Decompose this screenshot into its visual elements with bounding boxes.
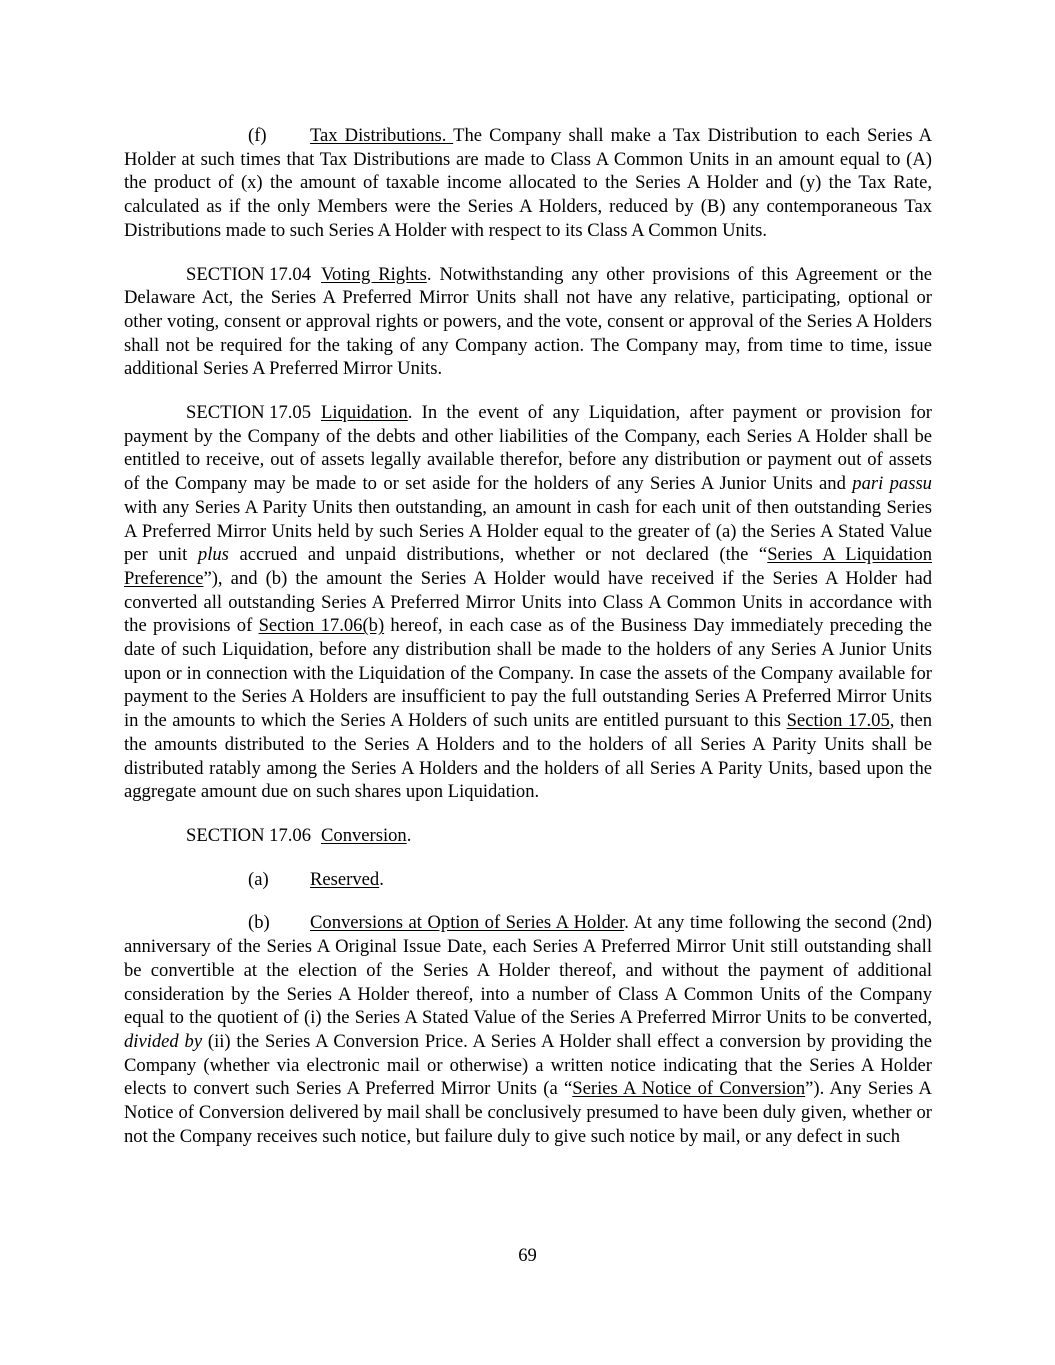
paragraph-heading: Conversions at Option of Series A Holder <box>310 912 625 934</box>
section-number: SECTION 17.04 <box>186 263 311 285</box>
paragraph-mark: (a) <box>248 868 269 890</box>
section-text: . Notwithstanding any other provisions of this Agreement or the Delaware Act, the Series A Preferred Mirror Units shall not have any relative, participating, optional or other voting, consent or approval rights or powers, and the vote, consent or approval of the Series A Holders shall not be required for the taking of any Company action. The Company may, from time to time, issue additional Series A Preferred Mirror Units. <box>124 263 932 380</box>
paragraph-mark: (f) <box>248 125 267 146</box>
section-heading: Conversion <box>321 824 407 846</box>
defined-term: Series A Liquidation Preference <box>124 544 933 589</box>
section-17-06-conversion <box>124 824 932 848</box>
italic-term: divided by <box>124 1030 203 1052</box>
section-text: accrued and unpaid distributions, whether or not declared (the “ <box>228 544 768 566</box>
section-text: . In the event of any Liquidation, after payment or provision for payment by the Company of the debts and other liabilities of the Company, each Series A Holder shall be entitled to receive, out of assets legally available therefor, before any distribution or payment out of assets of the Company may be made to or set aside for the holders of any Series A Junior Units and <box>124 402 932 495</box>
paragraph-heading: Reserved <box>310 868 380 890</box>
section-text: ”), and (b) the amount the Series A Holder would have received if the Series A Holder had converted all outstanding Series A Preferred Mirror Units into Class A Common Units in accordance with the provisions of <box>124 567 932 637</box>
section-heading: Liquidation <box>321 402 408 424</box>
section-heading: Voting Rights <box>321 263 427 285</box>
section-17-05-liquidation <box>124 401 932 804</box>
paragraph-text: . At any time following the second (2nd) anniversary of the Series A Original Issue Date, each Series A Preferred Mirror Unit still outstanding shall be convertible at the election of the Series A Holder thereof, and without the payment of additional consideration by the Series A Holder thereof, into a number of Class A Common Units of the Company equal to the quotient of (i) the Series A Stated Value of the Series A Preferred Mirror Units to be converted, <box>124 912 932 1029</box>
paragraph-b-conversions <box>124 911 932 1148</box>
section-text: , then the amounts distributed to the Series A Holders and to the holders of all Series A Parity Units shall be distributed ratably among the Series A Holders and the holders of all Series A Parity Units, based upon the aggregate amount due on such shares upon Liquidation. <box>124 710 932 803</box>
section-text: hereof, in each case as of the Business Day immediately preceding the date of such Liquidation, before any distribution shall be made to the holders of any Series A Junior Units upon or in connection with the Liquidation of the Company. In case the assets of the Company available for payment to the Series A Holders are insufficient to pay the full outstanding Series A Preferred Mirror Units in the amounts to which the Series A Holders of such units are entitled pursuant to this <box>124 615 932 732</box>
paragraph-mark: (b) <box>248 912 270 934</box>
italic-term: plus <box>197 544 229 566</box>
paragraph-text: The Company shall make a Tax Distribution to each Series A Holder at such times that Tax Distributions are made to Class A Common Units in an amount equal to (A) the product of (x) the amount of taxable income allocated to the Series A Holder and (y) the Tax Rate, calculated as if the only Members were the Series A Holders, reduced by (B) any contemporaneous Tax Distributions made to such Series A Holder with respect to its Class A Common Units. <box>124 125 933 241</box>
paragraph-f-tax-distributions <box>124 124 932 243</box>
section-number: SECTION 17.05 <box>186 402 311 424</box>
section-17-04-voting-rights <box>124 263 932 382</box>
section-text: with any Series A Parity Units then outstanding, an amount in cash for each unit of then outstanding Series A Preferred Mirror Units held by such Series A Holder equal to the greater of (a) the Series A Stated Value per unit <box>124 496 932 566</box>
section-number: SECTION 17.06 <box>186 824 311 846</box>
cross-reference: Section 17.06(b) <box>258 615 385 637</box>
page-number: 69 <box>518 1245 537 1266</box>
cross-reference: Section 17.05 <box>786 710 890 732</box>
italic-term: pari passu <box>852 473 932 495</box>
paragraph-text: (ii) the Series A Conversion Price. A Series A Holder shall effect a conversion by providing the Company (whether via electronic mail or otherwise) a written notice indicating that the Series A Holder elects to convert such Series A Preferred Mirror Units (a “ <box>124 1030 932 1100</box>
paragraph-a-reserved <box>124 868 932 892</box>
defined-term: Series A Notice of Conversion <box>572 1078 806 1100</box>
paragraph-text: ”). Any Series A Notice of Conversion delivered by mail shall be conclusively presumed to have been duly given, whether or not the Company receives such notice, but failure duly to give such notice by mail, or any defect in such <box>124 1078 932 1147</box>
paragraph-heading: Tax Distributions. <box>310 125 454 146</box>
document-page <box>124 124 932 1168</box>
section-text: . <box>406 824 412 846</box>
paragraph-text: . <box>379 868 384 890</box>
